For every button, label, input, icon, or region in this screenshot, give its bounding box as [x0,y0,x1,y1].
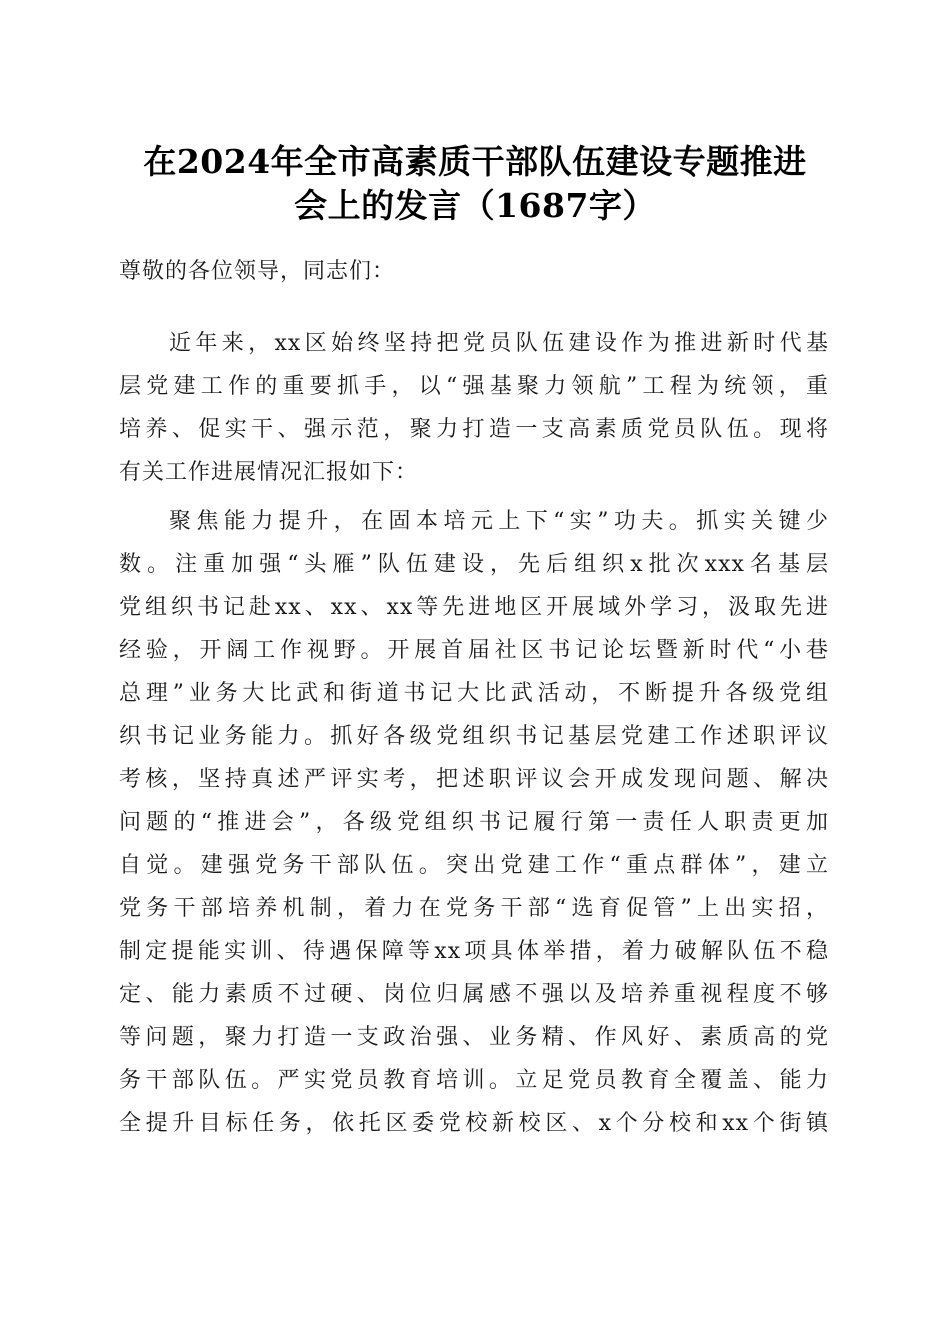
paragraph-2-line-14: 务干部队伍。严实党员教育培训。立足党员教育全覆盖、能力 [119,1068,829,1093]
paragraph-2-line-10: 党务干部培养机制，着力在党务干部“选育促管”上出实招， [119,896,829,921]
paragraph-2-line-13: 等问题，聚力打造一支政治强、业务精、作风好、素质高的党 [119,1025,829,1050]
paragraph-2-line-11: 制定提能实训、待遇保障等xx项具体举措，着力破解队伍不稳 [119,939,829,964]
paragraph-1-line-2: 层党建工作的重要抓手，以“强基聚力领航”工程为统领，重 [119,374,829,399]
paragraph-2-line-9: 自觉。建强党务干部队伍。突出党建工作“重点群体”，建立 [119,853,829,878]
paragraph-2-line-1: 聚焦能力提升，在固本培元上下“实”功夫。抓实关键少 [169,509,829,534]
paragraph-2-line-4: 经验，开阔工作视野。开展首届社区书记论坛暨新时代“小巷 [119,638,829,663]
title-line-1: 在2024年全市高素质干部队伍建设专题推进 [143,142,807,181]
paragraph-2-line-3: 党组织书记赴xx、xx、xx等先进地区开展域外学习，汲取先进 [119,595,829,620]
paragraph-1-line-1: 近年来，xx区始终坚持把党员队伍建设作为推进新时代基 [169,331,829,356]
salutation: 尊敬的各位领导，同志们： [119,259,396,284]
paragraph-2-line-15: 全提升目标任务，依托区委党校新校区、x个分校和xx个街镇 [119,1111,829,1136]
paragraph-2-line-6: 织书记业务能力。抓好各级党组织书记基层党建工作述职评议 [119,724,829,749]
paragraph-2-line-8: 问题的“推进会”，各级党组织书记履行第一责任人职责更加 [119,810,829,835]
paragraph-1-line-3: 培养、促实干、强示范，聚力打造一支高素质党员队伍。现将 [119,417,829,442]
paragraph-1-line-4: 有关工作进展情况汇报如下： [119,460,419,485]
paragraph-2-line-12: 定、能力素质不过硬、岗位归属感不强以及培养重视程度不够 [119,982,829,1007]
paragraph-2-line-2: 数。注重加强“头雁”队伍建设，先后组织x批次xxx名基层 [119,552,829,577]
title-line-2: 会上的发言（1687字） [294,186,656,225]
document-title [60,140,890,228]
paragraph-2-line-7: 考核，坚持真述严评实考，把述职评议会开成发现问题、解决 [119,767,829,792]
paragraph-2-line-5: 总理”业务大比武和街道书记大比武活动，不断提升各级党组 [119,681,829,706]
